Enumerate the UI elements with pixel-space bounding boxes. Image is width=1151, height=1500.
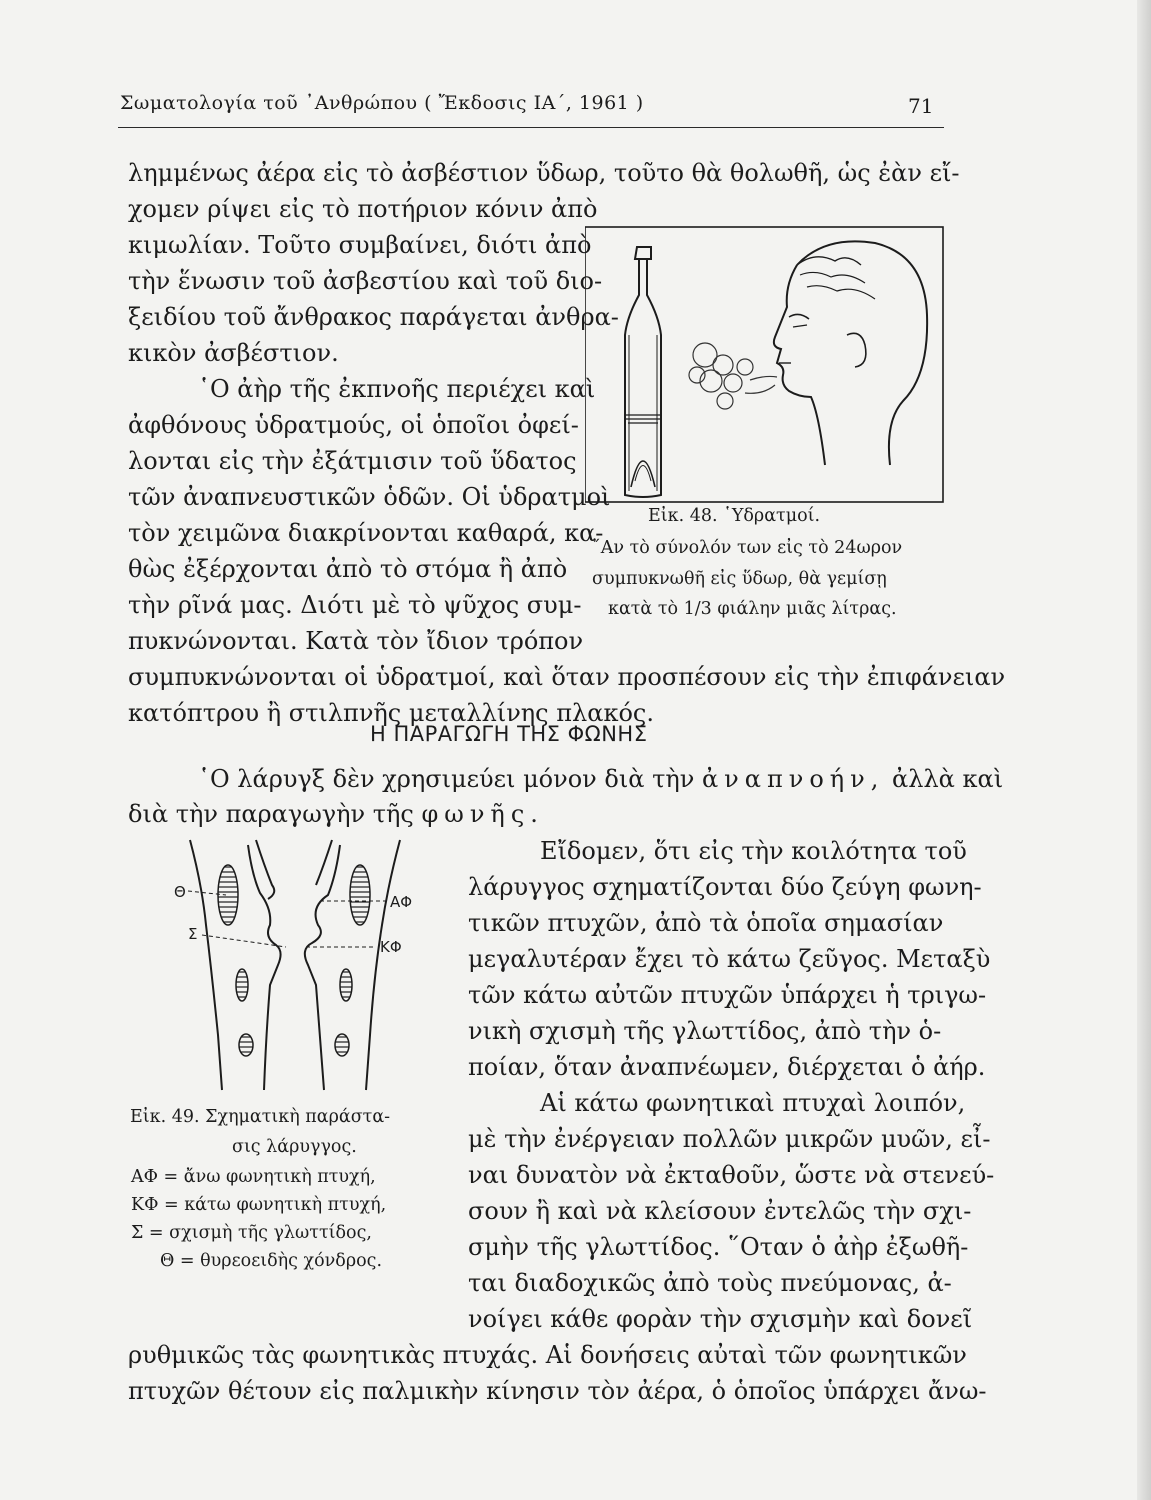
figure-48-illustration — [585, 225, 945, 505]
thyroid-cartilage-right — [350, 865, 370, 925]
text-line: συμπυκνώνονται οἱ ὑδρατμοί, καὶ ὅταν προσπέσουν εἰς τὴν ἐπιφάνειαν — [128, 663, 1006, 691]
intro-line-2 — [128, 799, 544, 829]
figure-49-caption-line: ΑΦ = ἄνω φωνητικὴ πτυχή, — [131, 1167, 376, 1187]
page-edge-shadow — [1137, 0, 1151, 1500]
text-line: λονται εἰς τὴν ἐξάτμισιν τοῦ ὕδατος — [128, 447, 577, 475]
vapour-drawing — [689, 343, 777, 409]
text-line: ποίαν, ὅταν ἀναπνέωμεν, διέρχεται ὁ ἀήρ. — [468, 1053, 986, 1081]
figure-49-caption-line: σις λάρυγγος. — [232, 1137, 357, 1157]
label-kf: ΚΦ — [380, 938, 402, 956]
text-line: σουν ἢ καὶ νὰ κλείσουν ἐντελῶς τὴν σχι- — [468, 1197, 972, 1225]
figure-48-caption: Εἰκ. 48. ῾Υδρατμοί. — [648, 506, 821, 526]
section-heading: Η ΠΑΡΑΓΩΓΗ ΤΗΣ ΦΩΝΗΣ — [370, 722, 648, 746]
text-line: κατόπτρου ἢ στιλπνῆς μεταλλίνης πλακός. — [128, 699, 654, 727]
thyroid-cartilage-left — [218, 865, 238, 925]
text-line: ῾Ο ἀὴρ τῆς ἐκπνοῆς περιέχει καὶ — [198, 375, 596, 403]
figure-49-caption-line: ΚΦ = κάτω φωνητικὴ πτυχή, — [131, 1195, 387, 1215]
text-line: λάρυγγος σχηματίζονται δύο ζεύγη φωνη- — [468, 873, 982, 901]
text-line: ξειδίου τοῦ ἄνθρακος παράγεται ἀνθρα- — [128, 303, 619, 331]
figure-49-caption-line: Θ = θυρεοειδὴς χόνδρος. — [160, 1251, 383, 1271]
text-line: τὴν ἕνωσιν τοῦ ἀσβεστίου καὶ τοῦ διο- — [128, 267, 603, 295]
bottle-drawing — [625, 247, 661, 497]
text-line: τῶν κάτω αὐτῶν πτυχῶν ὑπάρχει ἡ τριγω- — [468, 981, 987, 1009]
head-drawing — [774, 241, 927, 465]
text-line: λημμένως ἀέρα εἰς τὸ ἀσβέστιον ὕδωρ, τοῦτο θὰ θολωθῆ, ὡς ἐὰν εἴ- — [128, 159, 960, 187]
text-line: νοίγει κάθε φορὰν τὴν σχισμὴν καὶ δονεῖ — [468, 1305, 973, 1333]
text-line: ται διαδοχικῶς ἀπὸ τοὺς πνεύμονας, ἀ- — [468, 1269, 952, 1297]
intro-text: ῾Ο λάρυγξ δὲν χρησιμεύει μόνον διὰ τὴν — [198, 765, 695, 793]
spaced-emphasis: ἀναπνοήν, — [701, 765, 885, 793]
text-line: κιμωλίαν. Τοῦτο συμβαίνει, διότι ἀπὸ — [128, 231, 592, 259]
figure-48-caption-line: ῎Αν τὸ σύνολόν των εἰς τὸ 24ωρον — [592, 538, 903, 558]
text-line: πυκνώνονται. Κατὰ τὸν ἴδιον τρόπον — [128, 627, 584, 655]
figure-49-caption-line: Σ = σχισμὴ τῆς γλωττίδος, — [131, 1223, 372, 1243]
intro-line-1 — [198, 764, 1003, 794]
text-line: σμὴν τῆς γλωττίδος. ῞Οταν ὁ ἀὴρ ἐξωθῆ- — [468, 1233, 969, 1261]
figure-48-caption-line: κατὰ τὸ 1/3 φιάλην μιᾶς λίτρας. — [608, 599, 897, 619]
figure-49-caption: Εἰκ. 49. Σχηματικὴ παράστα- — [130, 1107, 391, 1127]
text-line: τικῶν πτυχῶν, ἀπὸ τὰ ὁποῖα σημασίαν — [468, 909, 944, 937]
text-line: ρυθμικῶς τὰς φωνητικὰς πτυχάς. Αἱ δονήσεις αὐταὶ τῶν φωνητικῶν — [128, 1341, 967, 1369]
text-line: τὴν ρῖνά μας. Διότι μὲ τὸ ψῦχος συμ- — [128, 591, 582, 619]
text-line: τῶν ἀναπνευστικῶν ὁδῶν. Οἱ ὑδρατμοὶ — [128, 483, 611, 511]
label-theta: Θ — [174, 883, 186, 901]
spaced-emphasis: φωνῆς. — [421, 800, 544, 828]
text-line: ἀφθόνους ὑδρατμούς, οἱ ὁποῖοι ὀφεί- — [128, 411, 579, 439]
figure-49-larynx-diagram — [160, 835, 450, 1095]
text-line: μεγαλυτέραν ἔχει τὸ κάτω ζεῦγος. Μεταξὺ — [468, 945, 991, 973]
header-rule — [118, 127, 944, 128]
text-line: χομεν ρίψει εἰς τὸ ποτήριον κόνιν ἀπὸ — [128, 195, 598, 223]
text-line: Αἱ κάτω φωνητικαὶ πτυχαὶ λοιπόν, — [540, 1089, 966, 1117]
intro-text: διὰ τὴν παραγωγὴν τῆς — [128, 800, 414, 828]
text-line: θὼς ἐξέρχονται ἀπὸ τὸ στόμα ἢ ἀπὸ — [128, 555, 568, 583]
intro-text: ἀλλὰ καὶ — [892, 765, 1004, 793]
text-line: πτυχῶν θέτουν εἰς παλμικὴν κίνησιν τὸν ἀέρα, ὁ ὁποῖος ὑπάρχει ἄνω- — [128, 1377, 987, 1405]
text-line: μὲ τὴν ἐνέργειαν πολλῶν μικρῶν μυῶν, εἶ- — [468, 1125, 991, 1153]
text-line: ναι δυνατὸν νὰ ἐκταθοῦν, ὥστε νὰ στενεύ- — [468, 1161, 995, 1189]
text-line: Εἴδομεν, ὅτι εἰς τὴν κοιλότητα τοῦ — [540, 837, 967, 865]
label-af: ΑΦ — [390, 893, 413, 911]
text-line: νικὴ σχισμὴ τῆς γλωττίδος, ἀπὸ τὴν ὁ- — [468, 1017, 942, 1045]
running-title: Σωματολογία τοῦ ᾿Ανθρώπου ( Ἔκδοσις ΙΑ΄, 1961 ) — [120, 92, 644, 114]
label-sigma: Σ — [188, 925, 198, 943]
text-line: κικὸν ἀσβέστιον. — [128, 339, 339, 367]
page-number: 71 — [908, 94, 934, 118]
figure-48-caption-line: συμπυκνωθῆ εἰς ὕδωρ, θὰ γεμίσῃ — [592, 569, 887, 589]
text-line: τὸν χειμῶνα διακρίνονται καθαρά, κα- — [128, 519, 604, 547]
